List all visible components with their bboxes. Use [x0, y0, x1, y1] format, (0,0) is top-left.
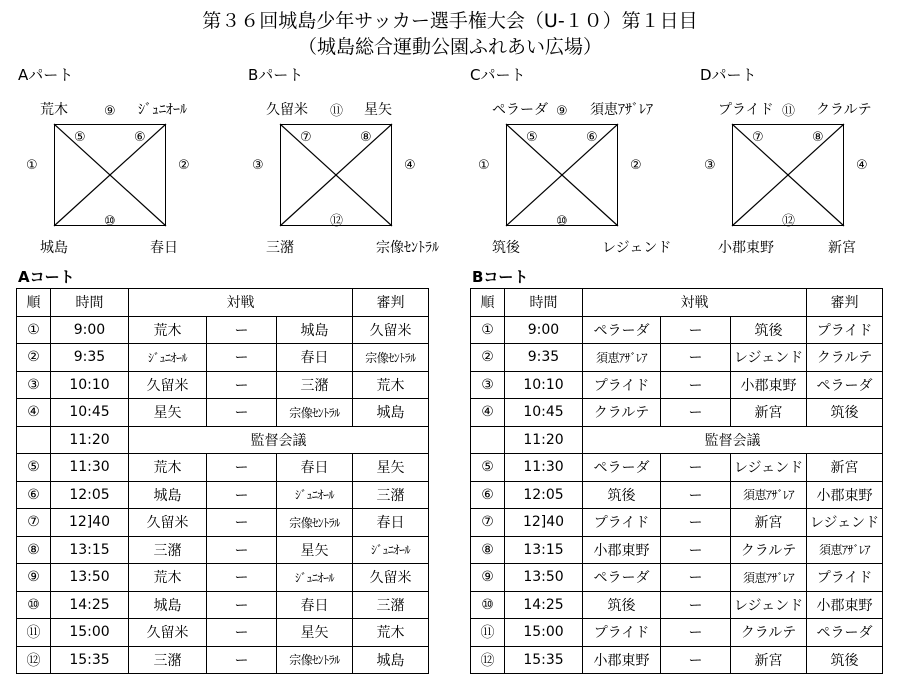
table-row — [471, 399, 883, 427]
match-number-bottom: ⑫ — [330, 214, 344, 229]
cell-vs: ー — [207, 564, 277, 592]
cell-team-b: 新宮 — [731, 399, 807, 427]
cell-referee: ｼﾞｭﾆｵｰﾙ — [353, 536, 429, 564]
cell-no: ⑫ — [471, 646, 505, 674]
cell-team-b: レジェンド — [731, 454, 807, 482]
cell-time: 12]40 — [51, 509, 129, 537]
cell-referee: 城島 — [353, 646, 429, 674]
cell-team-b: 春日 — [277, 454, 353, 482]
cell-time: 12]40 — [505, 509, 583, 537]
table-row — [17, 371, 429, 399]
cell-time: 13:50 — [51, 564, 129, 592]
cell-vs: ー — [661, 344, 731, 372]
cell-team-b: レジェンド — [731, 344, 807, 372]
header-time: 時間 — [505, 289, 583, 317]
cell-referee: プライド — [807, 564, 883, 592]
team-bottom-left: 城島 — [40, 240, 68, 256]
cell-team-a: 久留米 — [129, 371, 207, 399]
diagram-cross — [54, 124, 166, 226]
cell-vs: ー — [661, 454, 731, 482]
cell-team-a: 城島 — [129, 591, 207, 619]
cell-no — [17, 426, 51, 454]
team-bottom-right: 新宮 — [828, 240, 856, 256]
cell-time: 15:00 — [505, 619, 583, 647]
team-top-left: プライド — [718, 102, 774, 118]
cell-referee: プライド — [807, 316, 883, 344]
cell-team-a: ペラーダ — [583, 564, 661, 592]
cell-no: ⑫ — [17, 646, 51, 674]
cell-referee: 久留米 — [353, 316, 429, 344]
cell-vs: ー — [207, 371, 277, 399]
cell-team-b: 宗像ｾﾝﾄﾗﾙ — [277, 399, 353, 427]
cell-team-b: 春日 — [277, 344, 353, 372]
cell-team-a: 城島 — [129, 481, 207, 509]
cell-no: ⑤ — [17, 454, 51, 482]
match-number-right: ② — [630, 158, 642, 173]
cell-vs: ー — [207, 481, 277, 509]
cell-time: 11:20 — [505, 426, 583, 454]
cell-no: ⑪ — [471, 619, 505, 647]
cell-team-a: 荒木 — [129, 454, 207, 482]
cell-vs: ー — [207, 454, 277, 482]
cell-time: 12:05 — [51, 481, 129, 509]
header-no: 順 — [17, 289, 51, 317]
table-row — [471, 646, 883, 674]
cell-no: ② — [17, 344, 51, 372]
team-bottom-left: 三潴 — [266, 240, 294, 256]
diagram-cross — [732, 124, 844, 226]
cell-referee: 星矢 — [353, 454, 429, 482]
cell-vs: ー — [661, 591, 731, 619]
cell-no: ⑥ — [471, 481, 505, 509]
schedule-table-a — [16, 288, 429, 674]
table-row — [17, 481, 429, 509]
cell-team-a: 三潴 — [129, 646, 207, 674]
team-top-right: 須恵ｱｻﾞﾚｱ — [590, 102, 653, 118]
cell-team-a: ペラーダ — [583, 316, 661, 344]
table-row — [471, 344, 883, 372]
cell-team-a: 久留米 — [129, 619, 207, 647]
cell-time: 11:30 — [51, 454, 129, 482]
cell-vs: ー — [661, 619, 731, 647]
cell-team-b: ｼﾞｭﾆｵｰﾙ — [277, 564, 353, 592]
cell-vs: ー — [661, 646, 731, 674]
cell-team-a: 荒木 — [129, 316, 207, 344]
cell-time: 13:50 — [505, 564, 583, 592]
cell-team-b: 星矢 — [277, 536, 353, 564]
cell-team-a: 筑後 — [583, 591, 661, 619]
cell-vs: ー — [661, 399, 731, 427]
cell-meeting: 監督会議 — [129, 426, 429, 454]
match-number-upper-left: ⑦ — [300, 130, 312, 145]
match-number-upper-left: ⑤ — [74, 130, 86, 145]
match-number-top: ⑨ — [104, 104, 116, 119]
cell-team-b: 新宮 — [731, 509, 807, 537]
cell-team-b: 三潴 — [277, 371, 353, 399]
cell-referee: 宗像ｾﾝﾄﾗﾙ — [353, 344, 429, 372]
match-number-top: ⑪ — [330, 104, 344, 119]
cell-vs: ー — [661, 316, 731, 344]
league-diagram-d — [698, 92, 900, 264]
match-number-upper-left: ⑦ — [752, 130, 764, 145]
cell-referee: 小郡東野 — [807, 591, 883, 619]
cell-time: 10:10 — [505, 371, 583, 399]
league-diagram-a — [20, 92, 230, 264]
header-no: 順 — [471, 289, 505, 317]
table-header-row — [471, 289, 883, 317]
cell-referee: 新宮 — [807, 454, 883, 482]
match-number-right: ④ — [404, 158, 416, 173]
cell-no: ⑥ — [17, 481, 51, 509]
cell-no: ⑦ — [17, 509, 51, 537]
cell-referee: 筑後 — [807, 399, 883, 427]
cell-team-a: 筑後 — [583, 481, 661, 509]
match-number-top: ⑨ — [556, 104, 568, 119]
match-number-left: ① — [26, 158, 38, 173]
part-label-d: Dパート — [700, 66, 757, 84]
cell-team-b: 宗像ｾﾝﾄﾗﾙ — [277, 646, 353, 674]
cell-team-a: 星矢 — [129, 399, 207, 427]
cell-team-b: クラルテ — [731, 619, 807, 647]
cell-team-a: プライド — [583, 509, 661, 537]
cell-team-b: 須恵ｱｻﾞﾚｱ — [731, 481, 807, 509]
cell-referee: 荒木 — [353, 371, 429, 399]
header-time: 時間 — [51, 289, 129, 317]
cell-team-a: 須恵ｱｻﾞﾚｱ — [583, 344, 661, 372]
page-title: 第３６回城島少年サッカー選手権大会（U-１０）第１日目 — [202, 10, 698, 32]
cell-vs: ー — [207, 399, 277, 427]
cell-referee: レジェンド — [807, 509, 883, 537]
header-match: 対戦 — [129, 289, 353, 317]
cell-vs: ー — [661, 564, 731, 592]
header-referee: 審判 — [807, 289, 883, 317]
cell-time: 10:45 — [505, 399, 583, 427]
match-number-upper-left: ⑤ — [526, 130, 538, 145]
cell-time: 13:15 — [51, 536, 129, 564]
table-row — [17, 426, 429, 454]
cell-no: ⑧ — [17, 536, 51, 564]
part-label-a: Aパート — [18, 66, 74, 84]
part-label-c: Cパート — [470, 66, 526, 84]
team-top-right: クラルテ — [816, 102, 872, 118]
cell-team-b: 筑後 — [731, 316, 807, 344]
cell-time: 9:00 — [505, 316, 583, 344]
table-row — [471, 509, 883, 537]
court-label-a: Aコート — [18, 268, 75, 286]
match-number-left: ③ — [252, 158, 264, 173]
table-row — [471, 316, 883, 344]
cell-no: ③ — [17, 371, 51, 399]
cell-no: ④ — [17, 399, 51, 427]
cell-team-b: 宗像ｾﾝﾄﾗﾙ — [277, 509, 353, 537]
cell-no: ① — [17, 316, 51, 344]
match-number-upper-right: ⑧ — [812, 130, 824, 145]
cell-time: 11:30 — [505, 454, 583, 482]
cell-team-b: ｼﾞｭﾆｵｰﾙ — [277, 481, 353, 509]
cell-team-b: クラルテ — [731, 536, 807, 564]
cell-referee: ペラーダ — [807, 371, 883, 399]
cell-team-a: プライド — [583, 619, 661, 647]
table-row — [17, 509, 429, 537]
cell-referee: 筑後 — [807, 646, 883, 674]
table-row — [471, 454, 883, 482]
header-match: 対戦 — [583, 289, 807, 317]
team-top-left: 荒木 — [40, 102, 68, 118]
cell-no: ⑩ — [471, 591, 505, 619]
table-row — [17, 399, 429, 427]
match-number-left: ③ — [704, 158, 716, 173]
diagram-cross — [506, 124, 618, 226]
cell-time: 9:35 — [51, 344, 129, 372]
table-row — [471, 536, 883, 564]
cell-vs: ー — [661, 481, 731, 509]
match-number-right: ② — [178, 158, 190, 173]
cell-vs: ー — [207, 344, 277, 372]
cell-team-b: レジェンド — [731, 591, 807, 619]
team-top-right: ｼﾞｭﾆｵｰﾙ — [138, 102, 187, 118]
team-bottom-left: 筑後 — [492, 240, 520, 256]
cell-referee: 三潴 — [353, 481, 429, 509]
cell-no: ① — [471, 316, 505, 344]
cell-team-a: ｼﾞｭﾆｵｰﾙ — [129, 344, 207, 372]
cell-team-b: 星矢 — [277, 619, 353, 647]
cell-vs: ー — [207, 316, 277, 344]
cell-team-a: 小郡東野 — [583, 536, 661, 564]
schedule-table-b — [470, 288, 883, 674]
table-row — [471, 426, 883, 454]
table-row — [17, 316, 429, 344]
cell-no: ⑨ — [17, 564, 51, 592]
match-number-left: ① — [478, 158, 490, 173]
cell-team-b: 春日 — [277, 591, 353, 619]
match-number-upper-right: ⑧ — [360, 130, 372, 145]
cell-vs: ー — [661, 536, 731, 564]
cell-no: ⑨ — [471, 564, 505, 592]
part-label-b: Bパート — [248, 66, 304, 84]
cell-vs: ー — [207, 591, 277, 619]
match-number-top: ⑪ — [782, 104, 796, 119]
team-bottom-right: 宗像ｾﾝﾄﾗﾙ — [376, 240, 439, 256]
cell-no: ⑤ — [471, 454, 505, 482]
cell-time: 9:00 — [51, 316, 129, 344]
cell-team-a: 小郡東野 — [583, 646, 661, 674]
cell-no: ⑩ — [17, 591, 51, 619]
team-bottom-right: レジェンド — [602, 240, 672, 256]
league-diagram-c — [472, 92, 682, 264]
match-number-bottom: ⑩ — [556, 214, 568, 229]
diagram-cross — [280, 124, 392, 226]
cell-referee: 三潴 — [353, 591, 429, 619]
court-label-b: Bコート — [472, 268, 529, 286]
league-diagram-b — [246, 92, 456, 264]
cell-time: 10:10 — [51, 371, 129, 399]
cell-team-b: 新宮 — [731, 646, 807, 674]
match-number-bottom: ⑩ — [104, 214, 116, 229]
cell-no: ② — [471, 344, 505, 372]
team-bottom-right: 春日 — [150, 240, 178, 256]
cell-time: 14:25 — [505, 591, 583, 619]
cell-time: 12:05 — [505, 481, 583, 509]
cell-time: 11:20 — [51, 426, 129, 454]
table-row — [17, 591, 429, 619]
cell-time: 10:45 — [51, 399, 129, 427]
page-subtitle: （城島総合運動公園ふれあい広場） — [297, 36, 602, 58]
table-header-row — [17, 289, 429, 317]
cell-vs: ー — [207, 619, 277, 647]
cell-vs: ー — [207, 646, 277, 674]
cell-team-b: 須恵ｱｻﾞﾚｱ — [731, 564, 807, 592]
team-top-left: ペラーダ — [492, 102, 548, 118]
cell-vs: ー — [207, 509, 277, 537]
cell-time: 13:15 — [505, 536, 583, 564]
cell-vs: ー — [661, 509, 731, 537]
table-row — [17, 344, 429, 372]
cell-referee: 城島 — [353, 399, 429, 427]
table-row — [471, 619, 883, 647]
cell-referee: 小郡東野 — [807, 481, 883, 509]
team-bottom-left: 小郡東野 — [718, 240, 774, 256]
cell-team-a: 三潴 — [129, 536, 207, 564]
team-top-right: 星矢 — [364, 102, 392, 118]
header-referee: 審判 — [353, 289, 429, 317]
match-number-upper-right: ⑥ — [586, 130, 598, 145]
cell-referee: ペラーダ — [807, 619, 883, 647]
cell-no: ⑧ — [471, 536, 505, 564]
cell-referee: 久留米 — [353, 564, 429, 592]
cell-time: 15:35 — [505, 646, 583, 674]
cell-no: ⑦ — [471, 509, 505, 537]
table-row — [471, 481, 883, 509]
table-row — [471, 564, 883, 592]
match-number-bottom: ⑫ — [782, 214, 796, 229]
cell-team-a: 久留米 — [129, 509, 207, 537]
cell-team-a: プライド — [583, 371, 661, 399]
cell-time: 9:35 — [505, 344, 583, 372]
cell-meeting: 監督会議 — [583, 426, 883, 454]
cell-team-a: 荒木 — [129, 564, 207, 592]
cell-time: 15:00 — [51, 619, 129, 647]
table-row — [471, 371, 883, 399]
cell-time: 14:25 — [51, 591, 129, 619]
cell-referee: 荒木 — [353, 619, 429, 647]
cell-referee: 春日 — [353, 509, 429, 537]
cell-team-b: 小郡東野 — [731, 371, 807, 399]
cell-team-b: 城島 — [277, 316, 353, 344]
cell-team-a: ペラーダ — [583, 454, 661, 482]
cell-time: 15:35 — [51, 646, 129, 674]
cell-vs: ー — [207, 536, 277, 564]
cell-vs: ー — [661, 371, 731, 399]
match-number-upper-right: ⑥ — [134, 130, 146, 145]
match-number-right: ④ — [856, 158, 868, 173]
cell-no: ③ — [471, 371, 505, 399]
cell-referee: 須恵ｱｻﾞﾚｱ — [807, 536, 883, 564]
table-row — [17, 454, 429, 482]
cell-no: ④ — [471, 399, 505, 427]
cell-no — [471, 426, 505, 454]
cell-referee: クラルテ — [807, 344, 883, 372]
cell-no: ⑪ — [17, 619, 51, 647]
table-row — [17, 564, 429, 592]
table-row — [17, 646, 429, 674]
team-top-left: 久留米 — [266, 102, 308, 118]
table-row — [17, 619, 429, 647]
cell-team-a: クラルテ — [583, 399, 661, 427]
table-row — [17, 536, 429, 564]
table-row — [471, 591, 883, 619]
